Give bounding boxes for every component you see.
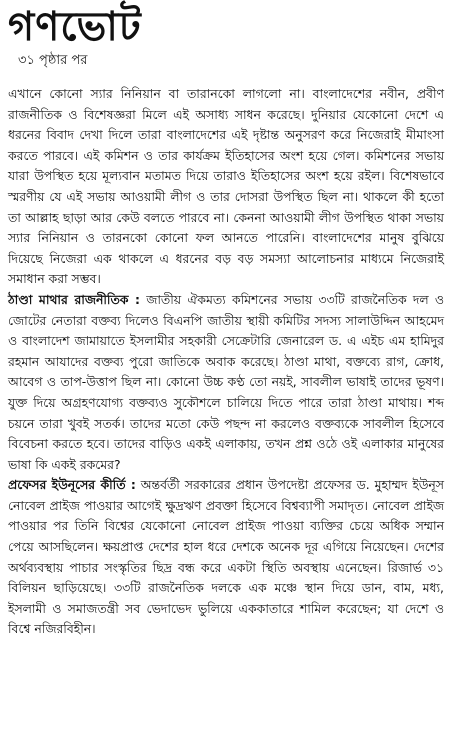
paragraph-2-subheading: ঠাণ্ডা মাথার রাজনীতিক : bbox=[8, 291, 140, 307]
paragraph-3-text: অন্তর্বর্তী সরকারের প্রধান উপদেষ্টা প্রফেসর ড. মুহাম্মদ ইউনূস নোবেল প্রাইজ পাওয়ার আগেই ক্ষুদ্রঋণ প্রবক্তা হিসেবে বিশ্বব্যাপী সমাদৃত। নোবেল প্রাইজ পাওয়ার পর তিনি বিশ্বের যেকোনো নোবেল প্রাইজ পাওয়া ব্যক্তির চেয়ে অধিক সম্মান পেয়ে আসছিলেন। ক্ষয়প্রাপ্ত দেশের হাল ধরে দেশকে অনেক দূর এগিয়ে নিয়েছেন। দেশের অর্থব্যবস্থায় পাচার সংস্কৃতির ছিদ্র বন্ধ করে একটা স্থিতি অবস্থায় এনেছেন। রিজার্ভ ৩১ বিলিয়ন ছাড়িয়েছে। ৩৩টি রাজনৈতিক দলকে এক মঞ্চে স্থান দিয়ে ডান, বাম, মধ্য, ইসলামী ও সমাজতন্ত্রী সব ভেদাভেদ ভুলিয়ে এককাতারে শামিল করেছেন; যা দেশে ও বিশ্বে নজিরবিহীন। bbox=[8, 477, 444, 637]
article-headline: গণভোট bbox=[8, 4, 142, 50]
article-paragraph-1 bbox=[8, 84, 444, 290]
article-paragraph-3 bbox=[8, 475, 444, 640]
article-paragraph-2 bbox=[8, 290, 444, 475]
article-body bbox=[8, 84, 444, 640]
article-page bbox=[0, 4, 450, 740]
paragraph-2-text: জাতীয় ঐকমত্য কমিশনের সভায় ৩৩টি রাজনৈতিক দল ও জোটের নেতারা বক্তব্য দিলেও বিএনপি জাতীয় স্থায়ী কমিটির সদস্য সালাউদ্দিন আহমেদ ও বাংলাদেশ জামায়াতে ইসলামীর সহকারী সেক্রেটারি জেনারেল ড. এ এইচ এম হামিদুর রহমান আযাদের বক্তব্য পুরো জাতিকে অবাক করেছে। ঠাণ্ডা মাথা, বক্তব্যে রাগ, ক্রোধ, আবেগ ও তাপ-উত্তাপ ছিল না। কোনো উচ্চ কণ্ঠ তো নয়ই, সাবলীল ভাষাই তাদের ভূষণ। যুক্ত দিয়ে অগ্রহণযোগ্য বক্তব্যও সুকৌশলে চালিয়ে দিতে পারে তারা ঠাণ্ডা মাথায়। শব্দ চয়নে তারা খুবই সতর্ক। তাদের মতো কেউ পছন্দ না করলেও বক্তব্যকে সাবলীল হিসেবে বিবেচনা করতে হবে। তাদের বাড়িও একই এলাকায়, তখন প্রশ্ন ওঠে ওই এলাকার মানুষের ভাষা কি একই রকমের? bbox=[8, 291, 445, 472]
paragraph-1-text: এখানে কোনো স্যার নিনিয়ান বা তারানকো লাগলো না। বাংলাদেশের নবীন, প্রবীণ রাজনীতিক ও বিশেষজ্ঞরা মিলে এই অসাধ্য সাধন করেছে। দুনিয়ার যেকোনো দেশে এ ধরনের বিবাদ দেখা দিলে তারা বাংলাদেশের এই দৃষ্টান্ত অনুসরণ করে নিজেরাই মীমাংসা করতে পারবে। এই কমিশন ও তার কার্যক্রম ইতিহাসের অংশ হয়ে গেল। কমিশনের সভায় যারা উপস্থিত হয়ে মূল্যবান মতামত দিয়ে তারাও ইতিহাসের অংশ হয়ে রইল। বিশেষভাবে স্মরণীয় যে এই সভায় আওয়ামী লীগ ও তার দোসরা উপস্থিত ছিল না। থাকলে কী হতো তা আল্লাহ ছাড়া আর কেউ বলতে পারবে না। কেননা আওয়ামী লীগ উপস্থিত থাকা সভায় স্যার নিনিয়ান ও তারনকো কোনো ফল আনতে পারেনি। বাংলাদেশের মানুষ বুঝিয়ে দিয়েছে নিজেরা এক থাকলে এ ধরনের বড় বড় সমস্যা আলোচনার মাধ্যমে নিজেরাই সমাধান করা সম্ভব। bbox=[8, 86, 444, 287]
paragraph-3-subheading: প্রফেসর ইউনূসের কীর্তি : bbox=[8, 477, 136, 493]
continued-from-note: ৩১ পৃষ্ঠার পর bbox=[18, 53, 88, 68]
